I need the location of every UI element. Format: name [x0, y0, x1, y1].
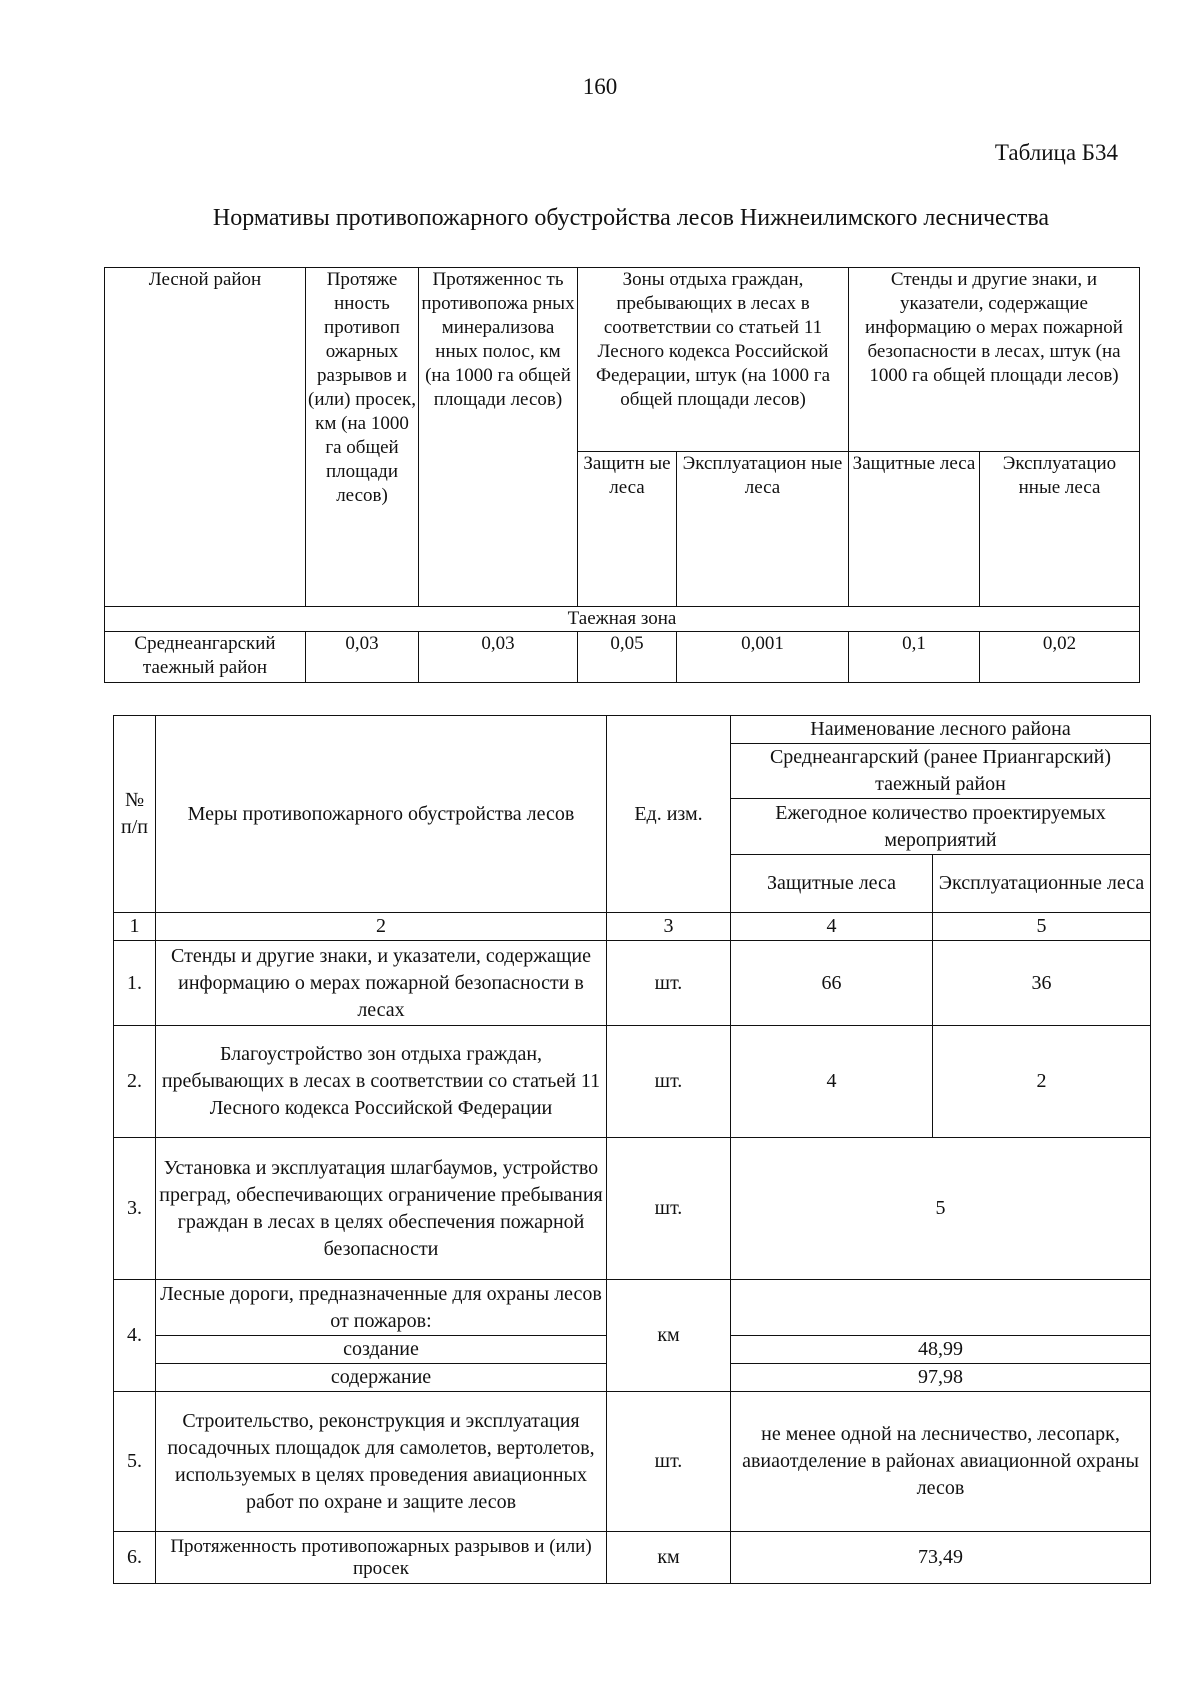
table-row — [105, 632, 1140, 683]
cell-strips: 0,03 — [419, 632, 578, 683]
header-stands-exploitation: Эксплуатацио нные леса — [980, 452, 1140, 607]
row-unit: шт. — [607, 941, 731, 1026]
header-recreation-zones: Зоны отдыха граждан, пребывающих в лесах в соответствии со статьей 11 Лесного кодекса Российской Федерации, штук (на 1000 га общей площади лесов) — [578, 268, 849, 452]
row-unit: шт. — [607, 1392, 731, 1532]
row-measure: Благоустройство зон отдыха граждан, пребывающих в лесах в соответствии со статьей 11 Лесного кодекса Российской Федерации — [156, 1026, 607, 1138]
row-measure: Протяженность противопожарных разрывов и (или) просек — [156, 1532, 607, 1584]
header-info-stands: Стенды и другие знаки, и указатели, содержащие информацию о мерах пожарной безопасности в лесах, штук (на 1000 га общей площади лесов) — [849, 268, 1140, 452]
subrow-value: 97,98 — [731, 1364, 1151, 1392]
fire-standards-table — [104, 267, 1140, 683]
page-number: 160 — [582, 74, 618, 99]
row-number: 6. — [114, 1532, 156, 1584]
cell-zones-protective: 0,05 — [578, 632, 677, 683]
header-zones-protective: Защитн ые леса — [578, 452, 677, 607]
header-mineral-strips: Протяженнос ть противопожа рных минерализова нных полос, км (на 1000 га общей площади лесов) — [419, 268, 578, 607]
cell-stands-protective: 0,1 — [849, 632, 980, 683]
row-number: 2. — [114, 1026, 156, 1138]
row-value: 73,49 — [731, 1532, 1151, 1584]
header-protective: Защитные леса — [731, 855, 933, 913]
row-unit: шт. — [607, 1138, 731, 1280]
cell-stands-exploitation: 0,02 — [980, 632, 1140, 683]
zone-label: Таежная зона — [105, 607, 1140, 632]
table-row — [114, 1138, 1151, 1280]
cell-breaks: 0,03 — [306, 632, 419, 683]
subrow-value: 48,99 — [731, 1336, 1151, 1364]
table-row — [114, 1280, 1151, 1336]
row-number: 1. — [114, 941, 156, 1026]
header-district-name: Наименование лесного района — [731, 716, 1151, 744]
column-number: 2 — [156, 913, 607, 941]
header-stands-protective: Защитные леса — [849, 452, 980, 607]
row-unit: км — [607, 1280, 731, 1392]
row-measure: Установка и эксплуатация шлагбаумов, устройство преград, обеспечивающих ограничение пребывания граждан в лесах в целях обеспечения пожарной безопасности — [156, 1138, 607, 1280]
column-number: 4 — [731, 913, 933, 941]
row-value: 5 — [731, 1138, 1151, 1280]
subrow-label: содержание — [156, 1364, 607, 1392]
row-number: 3. — [114, 1138, 156, 1280]
header-unit: Ед. изм. — [607, 716, 731, 913]
row-measure: Стенды и другие знаки, и указатели, содержащие информацию о мерах пожарной безопасности в лесах — [156, 941, 607, 1026]
table-label: Таблица Б34 — [994, 140, 1118, 165]
table-row — [114, 1026, 1151, 1138]
row-protective: 4 — [731, 1026, 933, 1138]
column-number: 3 — [607, 913, 731, 941]
row-number: 4. — [114, 1280, 156, 1392]
row-exploitation: 36 — [933, 941, 1151, 1026]
header-zones-exploitation: Эксплуатацион ные леса — [677, 452, 849, 607]
header-measures: Меры противопожарного обустройства лесов — [156, 716, 607, 913]
row-unit: шт. — [607, 1026, 731, 1138]
row-unit: км — [607, 1532, 731, 1584]
row-measure: Лесные дороги, предназначенные для охраны лесов от пожаров: — [156, 1280, 607, 1336]
column-number-row — [114, 913, 1151, 941]
cell-district: Среднеангарский таежный район — [105, 632, 306, 683]
row-number: 5. — [114, 1392, 156, 1532]
row-protective: 66 — [731, 941, 933, 1026]
header-forest-district: Лесной район — [105, 268, 306, 607]
subrow-label: создание — [156, 1336, 607, 1364]
header-annual-count: Ежегодное количество проектируемых мероприятий — [731, 799, 1151, 855]
row-measure: Строительство, реконструкция и эксплуатация посадочных площадок для самолетов, вертолетов, используемых в целях проведения авиационных работ по охране и защите лесов — [156, 1392, 607, 1532]
document-title: Нормативы противопожарного обустройства лесов Нижнеилимского лесничества — [212, 205, 1050, 231]
column-number: 1 — [114, 913, 156, 941]
header-fire-breaks: Протяже нность противоп ожарных разрывов и (или) просек, км (на 1000 га общей площади лесов) — [306, 268, 419, 607]
header-district: Среднеангарский (ранее Приангарский) таежный район — [731, 744, 1151, 799]
header-number: № п/п — [114, 716, 156, 913]
column-number: 5 — [933, 913, 1151, 941]
table-row — [114, 1532, 1151, 1584]
row-exploitation: 2 — [933, 1026, 1151, 1138]
cell-zones-exploitation: 0,001 — [677, 632, 849, 683]
row-value-empty — [731, 1280, 1151, 1336]
row-value: не менее одной на лесничество, лесопарк, авиаотделение в районах авиационной охраны лесов — [731, 1392, 1151, 1532]
fire-measures-table — [113, 715, 1151, 1584]
table-row — [114, 1392, 1151, 1532]
header-exploitation: Эксплуатационные леса — [933, 855, 1151, 913]
table-row — [114, 941, 1151, 1026]
